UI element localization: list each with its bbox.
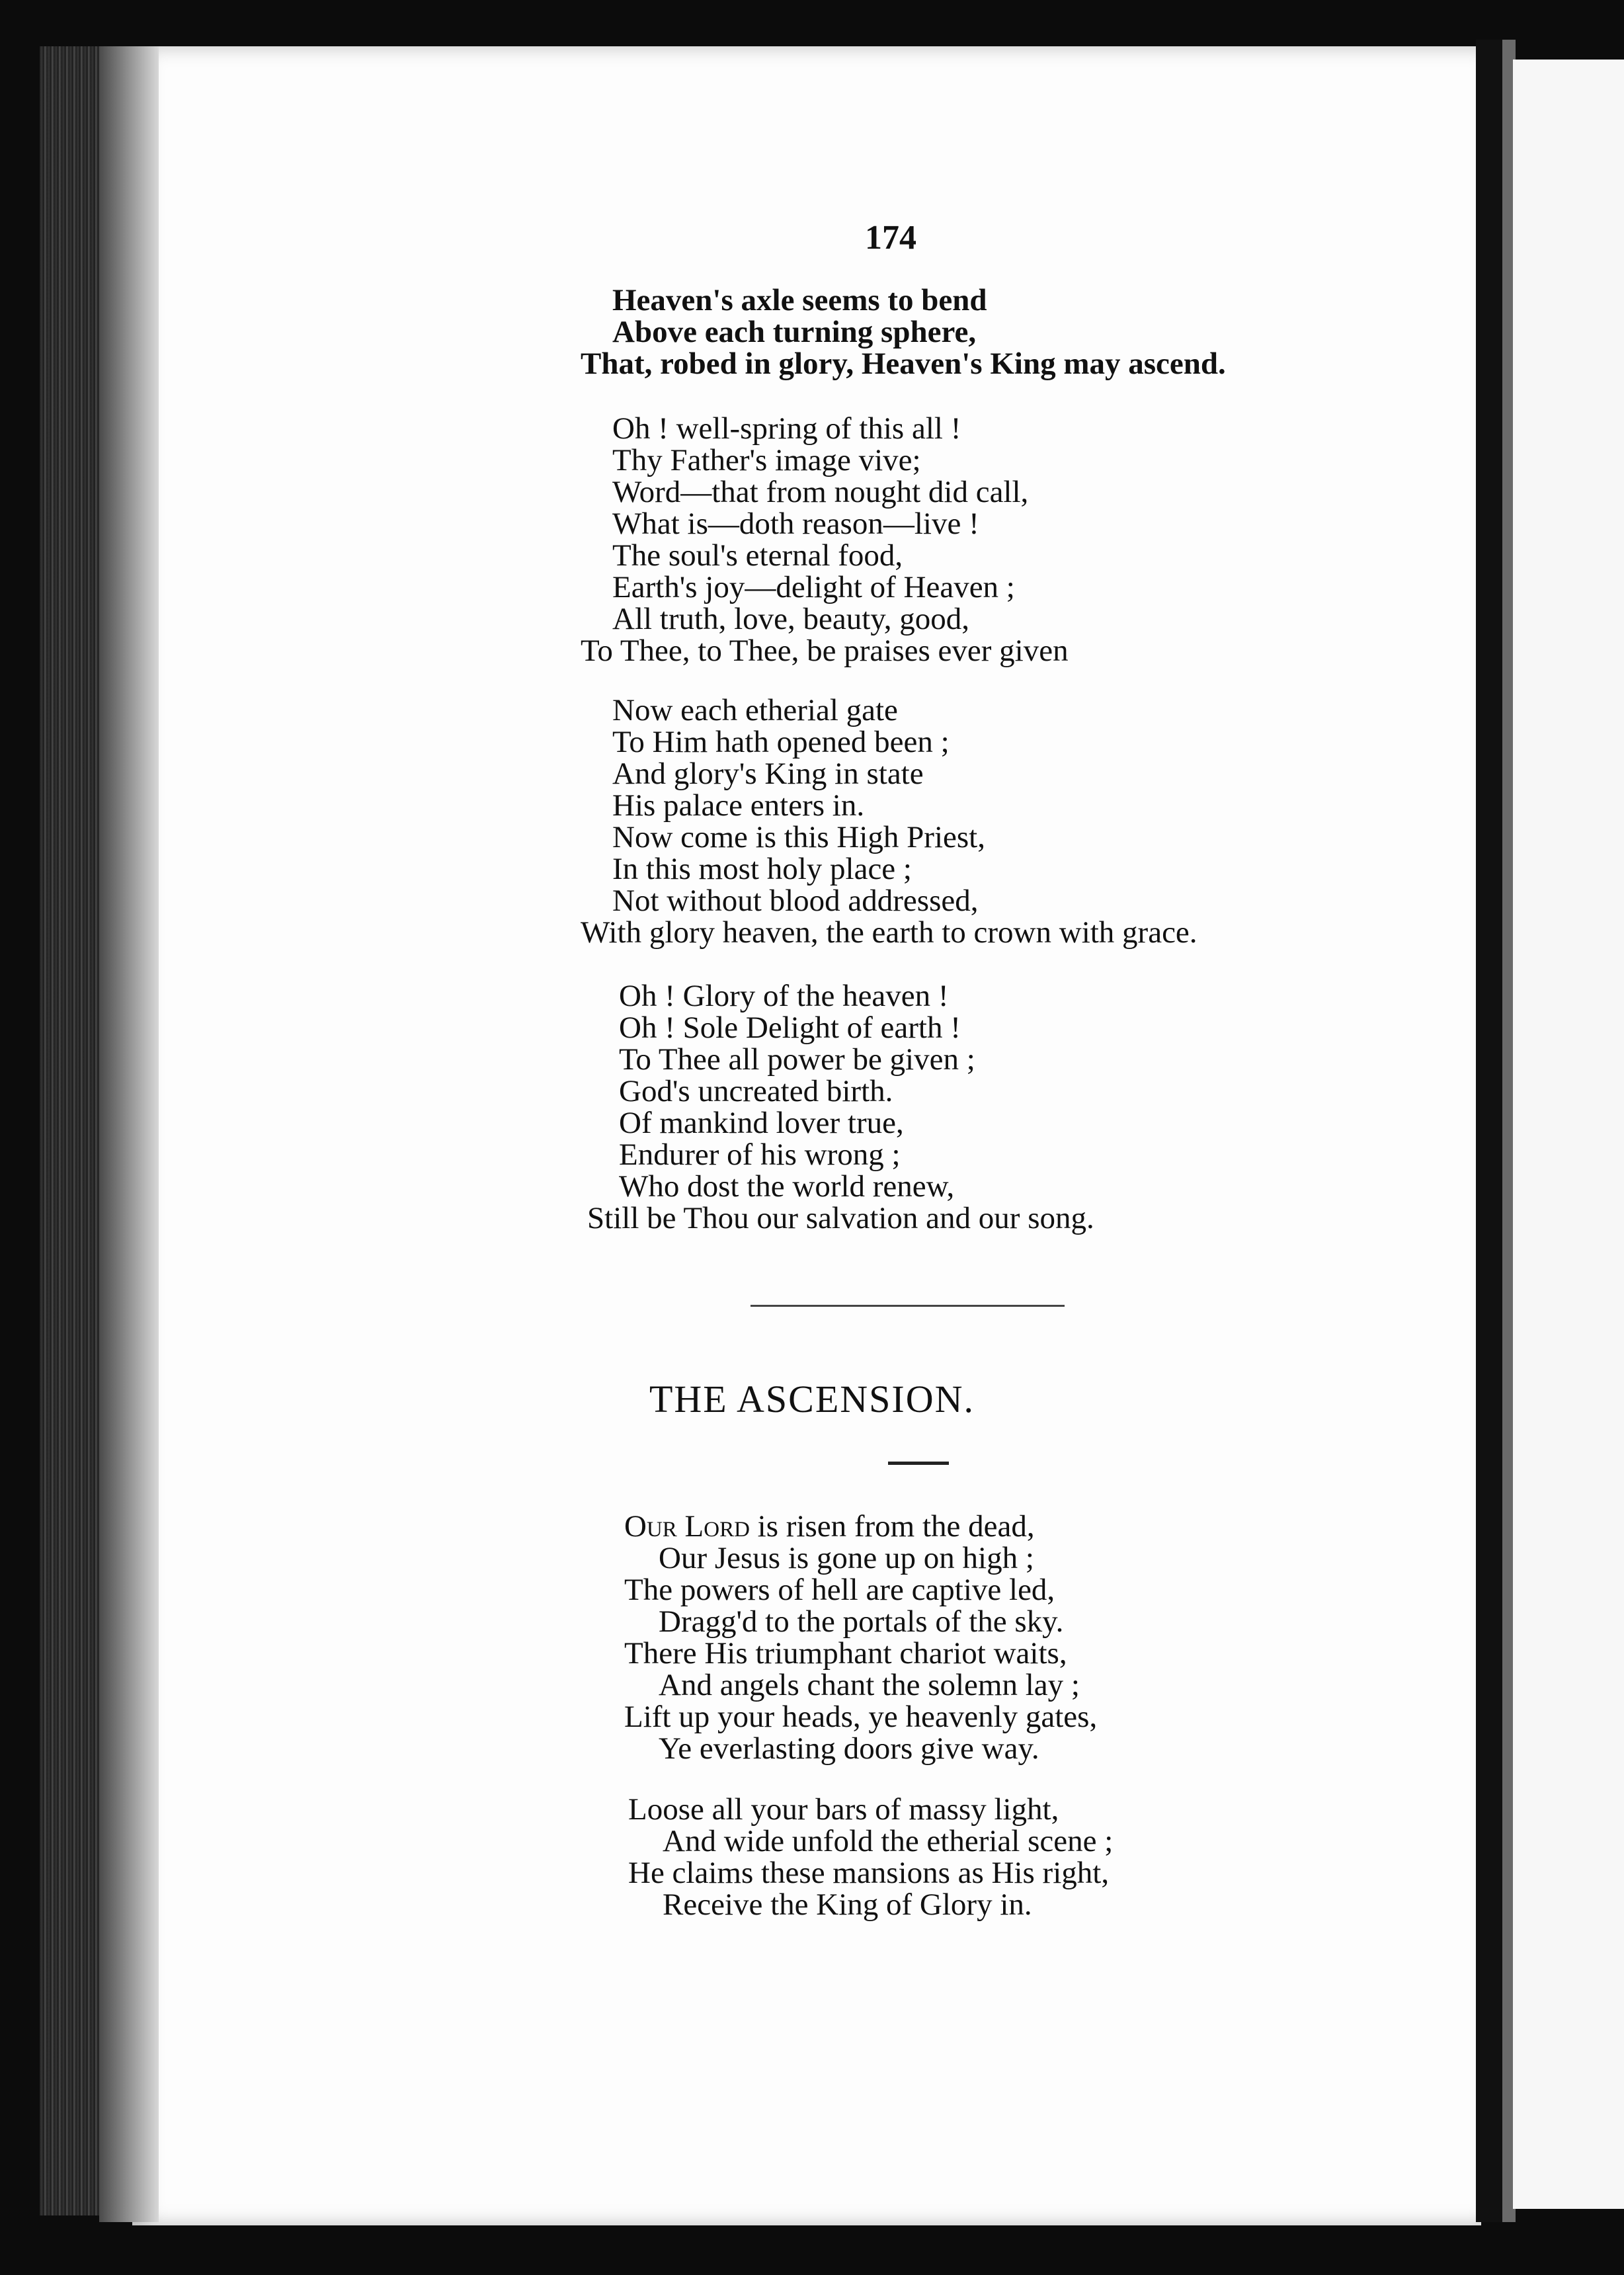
poem-title: THE ASCENSION.: [649, 1378, 975, 1421]
facing-page: [1513, 60, 1624, 2209]
title-rule: [888, 1462, 949, 1465]
verse-line: Still be Thou our salvation and our song.: [587, 1201, 1094, 1235]
book-gutter: [1476, 40, 1502, 2222]
verse-line: Receive the King of Glory in.: [663, 1887, 1032, 1922]
verse-line: [624, 1510, 1097, 1542]
verse-line: All truth, love, beauty, good,: [612, 602, 969, 636]
verse-line: Thy Father's image vive;: [612, 443, 921, 477]
verse-line: What is—doth reason—live !: [612, 507, 979, 541]
verse-line: Oh ! Sole Delight of earth !: [619, 1011, 961, 1045]
verse-line: Ye everlasting doors give way.: [659, 1731, 1039, 1766]
verse-line: To Thee all power be given ;: [619, 1042, 975, 1077]
verse-line: To Thee, to Thee, be praises ever given: [581, 634, 1069, 668]
verse-line: Heaven's axle seems to bend: [612, 283, 987, 317]
section-divider: [751, 1305, 1065, 1307]
poem-stanza-2: [581, 413, 1069, 667]
verse-line: And wide unfold the etherial scene ;: [663, 1824, 1114, 1858]
poem-stanza-3: [581, 694, 1198, 948]
verse-line: God's uncreated birth.: [619, 1074, 893, 1108]
ascension-stanza-1: [624, 1510, 1097, 1764]
verse-line-rest: is risen from the dead,: [749, 1509, 1035, 1544]
verse-line: The soul's eternal food,: [612, 538, 903, 573]
verse-line: That, robed in glory, Heaven's King may ascend.: [581, 347, 1226, 381]
verse-line: Word—that from nought did call,: [612, 475, 1029, 509]
verse-line: Dragg'd to the portals of the sky.: [659, 1604, 1064, 1639]
ascension-stanza-2: [628, 1794, 1113, 1921]
verse-line: Earth's joy—delight of Heaven ;: [612, 570, 1015, 604]
verse-line: Now come is this High Priest,: [612, 820, 985, 854]
verse-line: With glory heaven, the earth to crown with grace.: [581, 915, 1198, 950]
verse-line: To Him hath opened been ;: [612, 725, 950, 759]
page-number: 174: [865, 219, 916, 257]
verse-line: There His triumphant chariot waits,: [624, 1636, 1067, 1671]
opening-small-caps: Our Lord: [624, 1509, 750, 1544]
verse-line: He claims these mansions as His right,: [628, 1856, 1110, 1890]
verse-line: And angels chant the solemn lay ;: [659, 1668, 1080, 1702]
verse-line: Oh ! Glory of the heaven !: [619, 979, 949, 1013]
verse-line: Lift up your heads, ye heavenly gates,: [624, 1700, 1098, 1734]
verse-line: Endurer of his wrong ;: [619, 1138, 901, 1172]
verse-line: Now each etherial gate: [612, 693, 898, 727]
binding-shadow: [99, 46, 159, 2222]
verse-line: The powers of hell are captive led,: [624, 1573, 1055, 1607]
verse-line: In this most holy place ;: [612, 852, 912, 886]
verse-line: Our Jesus is gone up on high ;: [659, 1541, 1034, 1575]
verse-line: Loose all your bars of massy light,: [628, 1792, 1059, 1827]
verse-line: Above each turning sphere,: [612, 315, 977, 349]
verse-line: Who dost the world renew,: [619, 1169, 955, 1204]
verse-line: His palace enters in.: [612, 788, 865, 823]
verse-line: Of mankind lover true,: [619, 1106, 904, 1140]
verse-line: Not without blood addressed,: [612, 884, 979, 918]
verse-line: And glory's King in state: [612, 757, 924, 791]
poem-stanza-1: [581, 284, 1226, 380]
poem-stanza-4: [587, 980, 1094, 1234]
verse-line: Oh ! well-spring of this all !: [612, 411, 961, 446]
